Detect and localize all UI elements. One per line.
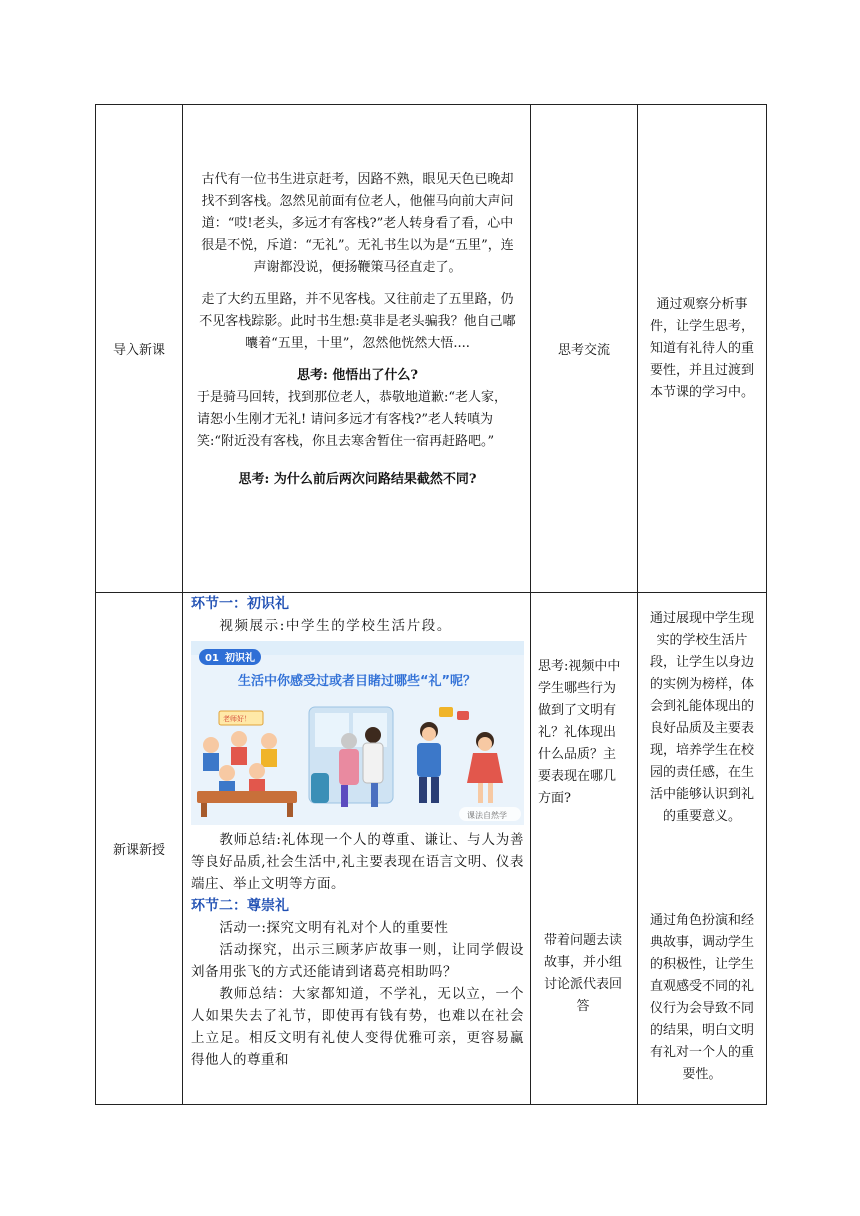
badge-label: 初识礼: [225, 653, 255, 664]
student-activity-text: 带着问题去读故事，并小组讨论派代表回答: [543, 933, 622, 1014]
story-paragraph: 走了大约五里路，并不见客栈。又往前走了五里路，仍不见客栈踪影。此时书生想:莫非是老头骗我？他自己嘟囔着“五里，十里”，忽然他恍然大悟....: [199, 292, 516, 351]
purpose-text: 通过观察分析事件，让学生思考，知道有礼待人的重要性，并且过渡到本节课的学习中。: [649, 296, 754, 400]
story-paragraph: 于是骑马回转，找到那位老人，恭敬地道歉:“老人家，请恕小生刚才无礼! 请问多远才有客栈?”老人转嗔为笑:“附近没有客栈，你且去寒舍暂住一宿再赶路吧。”: [197, 390, 508, 449]
lesson-illustration: [191, 641, 524, 825]
think-question: 思考: 他悟出了什么?: [297, 368, 418, 383]
think-question: 思考: 为什么前后两次问路结果截然不同?: [238, 472, 477, 487]
teacher-activity-cell-intro: [183, 105, 531, 593]
lesson-paragraph: 活动一:探究文明有礼对个人的重要性: [219, 920, 449, 936]
bus-seat-illustration: [309, 707, 393, 807]
illustration-headline: 生活中你感受过或者目睹过哪些“礼”呢？: [237, 674, 477, 689]
stage-cell-intro: [96, 105, 183, 593]
purpose-text: 通过角色扮演和经典故事，调动学生的积极性，让学生直观感受不同的礼仪行为会导致不同的结果，明白文明有礼对一个人的重要性。: [649, 913, 754, 1082]
stage-cell-new: [96, 593, 183, 1105]
teacher-activity-cell-new: [183, 593, 531, 1105]
lesson-paragraph: 视频展示:中学生的学校生活片段。: [219, 618, 452, 634]
lesson-paragraph: 教师总结:礼体现一个人的尊重、谦让、与人为善等良好品质,社会生活中,礼主要表现在语言文明、仪表端庄、举止文明等方面。: [191, 832, 524, 892]
student-activity-text: 思考:视频中中学生哪些行为做到了文明有礼？礼体现出什么品质？主要表现在哪几方面?: [538, 659, 621, 806]
lesson-paragraph: 活动探究，出示三顾茅庐故事一则，让同学假设刘备用张飞的方式还能请到诸葛亮相助吗？: [191, 942, 524, 980]
story-paragraph: 古代有一位书生进京赶考，因路不熟，眼见天色已晚却找不到客栈。忽然见前面有位老人，他催马向前大声问道：“哎!老头，多远才有客栈?”老人转身看了看，心中很是不悦，斥道：“无礼”。无礼书生以为是“五里”，连声谢都没说，便扬鞭策马径直走了。: [201, 172, 514, 275]
student-activity-cell-intro: [531, 105, 638, 593]
lesson-paragraph: 教师总结：大家都知道，不学礼，无以立，一个人如果失去了礼节，即使再有钱有势，也难以在社会上立足。相反文明有礼使人变得优雅可亲，更容易赢得他人的尊重和: [191, 986, 524, 1068]
table-row-intro: [96, 105, 767, 593]
stage-label: 导入新课: [112, 343, 165, 358]
stage-label: 新课新授: [112, 843, 165, 858]
badge-number: 01: [205, 653, 219, 664]
segment-title: 环节二：尊崇礼: [191, 898, 289, 914]
student-activity-text: 思考交流: [557, 343, 610, 358]
watermark-text: 课法自然学: [467, 811, 507, 820]
greeting-sign: 老师好！: [223, 715, 251, 723]
purpose-cell-intro: [638, 105, 767, 593]
purpose-text: 通过展现中学生现实的学校生活片段，让学生以身边的实例为榜样，体会到礼能体现出的良好品质及主要表现，培养学生在校园的责任感，在生活中能够认识到礼的重要意义。: [649, 611, 754, 824]
segment-title: 环节一：初识礼: [191, 596, 289, 612]
